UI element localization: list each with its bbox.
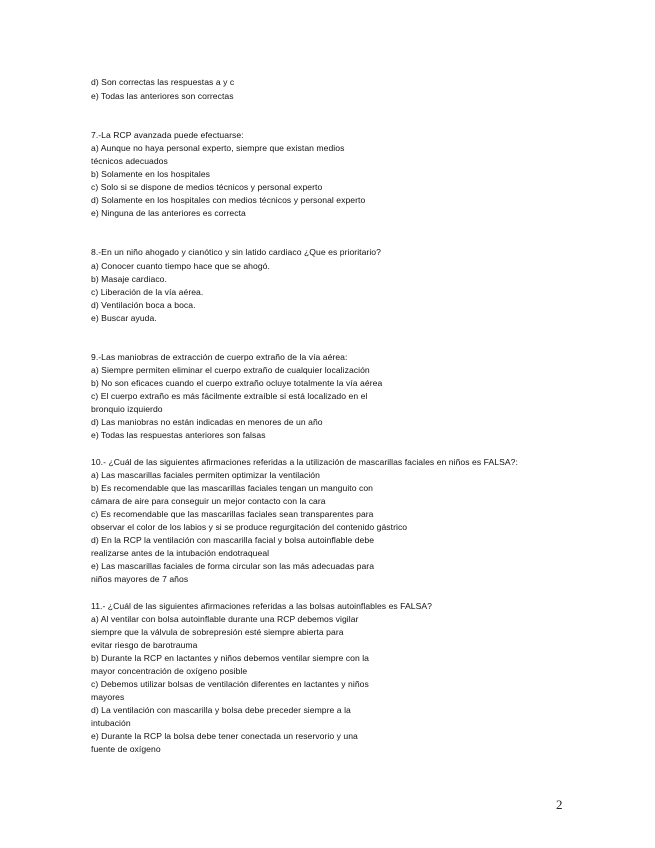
q7-question: 7.-La RCP avanzada puede efectuarse:	[91, 130, 244, 140]
q11-option-a-cont1: siempre que la válvula de sobrepresión esté siempre abierta para	[91, 627, 344, 637]
q10-option-c-cont: observar el color de los labios y si se produce regurgitación del contenido gástrico	[91, 522, 408, 532]
q9-option-b: b) No son eficaces cuando el cuerpo extraño ocluye totalmente la vía aérea	[91, 378, 383, 388]
q6-option-d: d) Son correctas las respuestas a y c	[91, 77, 235, 87]
q8-option-a: a) Conocer cuanto tiempo hace que se ahogó.	[91, 261, 270, 271]
q11-option-b: b) Durante la RCP en lactantes y niños debemos ventilar siempre con la	[91, 653, 370, 663]
q10-option-b-cont: cámara de aire para conseguir un mejor contacto con la cara	[91, 496, 326, 506]
q7-option-b: b) Solamente en los hospitales	[91, 169, 211, 179]
q9-option-d: d) Las maniobras no están indicadas en menores de un año	[91, 417, 323, 427]
q10-option-c: c) Es recomendable que las mascarillas faciales sean transparentes para	[91, 509, 374, 519]
q8-option-d: d) Ventilación boca a boca.	[91, 300, 196, 310]
q9-option-a: a) Siempre permiten eliminar el cuerpo extraño de cualquier localización	[91, 365, 370, 375]
q11-option-a: a) Al ventilar con bolsa autoinflable durante una RCP debemos vigilar	[91, 614, 359, 624]
q7-option-c: c) Solo si se dispone de medios técnicos y personal experto	[91, 182, 323, 192]
q10-option-b: b) Es recomendable que las mascarillas faciales tengan un manguito con	[91, 483, 373, 493]
q6-option-e: e) Todas las anteriores son correctas	[91, 91, 234, 101]
q11-option-c-cont: mayores	[91, 692, 125, 702]
q7-option-e: e) Ninguna de las anteriores es correcta	[91, 208, 246, 218]
q9-option-c: c) El cuerpo extraño es más fácilmente extraíble si está localizado en el	[91, 391, 368, 401]
q11-option-c: c) Debemos utilizar bolsas de ventilación diferentes en lactantes y niños	[91, 679, 369, 689]
q8-option-c: c) Liberación de la vía aérea.	[91, 287, 204, 297]
q11-option-e-cont: fuente de oxígeno	[91, 744, 161, 754]
q8-question: 8.-En un niño ahogado y cianótico y sin latido cardiaco ¿Que es prioritario?	[91, 247, 381, 257]
q7-option-a-cont: técnicos adecuados	[91, 156, 168, 166]
q8-option-e: e) Buscar ayuda.	[91, 313, 157, 323]
q7-option-a: a) Aunque no haya personal experto, siempre que existan medios	[91, 143, 345, 153]
q10-option-d: d) En la RCP la ventilación con mascarilla facial y bolsa autoinflable debe	[91, 535, 375, 545]
q11-option-d: d) La ventilación con mascarilla y bolsa debe preceder siempre a la	[91, 705, 351, 715]
q8-option-b: b) Masaje cardiaco.	[91, 274, 167, 284]
q7-option-d: d) Solamente en los hospitales con medios técnicos y personal experto	[91, 195, 366, 205]
q9-option-e: e) Todas las respuestas anteriores son falsas	[91, 430, 266, 440]
q11-option-e: e) Durante la RCP la bolsa debe tener conectada un reservorio y una	[91, 731, 358, 741]
q10-option-a: a) Las mascarillas faciales permiten optimizar la ventilación	[91, 470, 320, 480]
q11-option-a-cont2: evitar riesgo de barotrauma	[91, 640, 198, 650]
q9-option-c-cont: bronquio izquierdo	[91, 404, 163, 414]
q11-option-b-cont: mayor concentración de oxígeno posible	[91, 666, 248, 676]
q9-question: 9.-Las maniobras de extracción de cuerpo extraño de la vía aérea:	[91, 352, 348, 362]
q10-question: 10.- ¿Cuál de las siguientes afirmaciones referidas a la utilización de mascarillas faciales en niños es FALSA?:	[91, 457, 518, 467]
q10-option-e: e) Las mascarillas faciales de forma circular son las más adecuadas para	[91, 561, 375, 571]
q10-option-d-cont: realizarse antes de la intubación endotraqueal	[91, 548, 270, 558]
q11-question: 11.- ¿Cuál de las siguientes afirmaciones referidas a las bolsas autoinflables es FALSA?	[91, 601, 433, 611]
page-number: 2	[556, 797, 563, 812]
q10-option-e-cont: niños mayores de 7 años	[91, 574, 189, 584]
q11-option-d-cont: intubación	[91, 718, 131, 728]
